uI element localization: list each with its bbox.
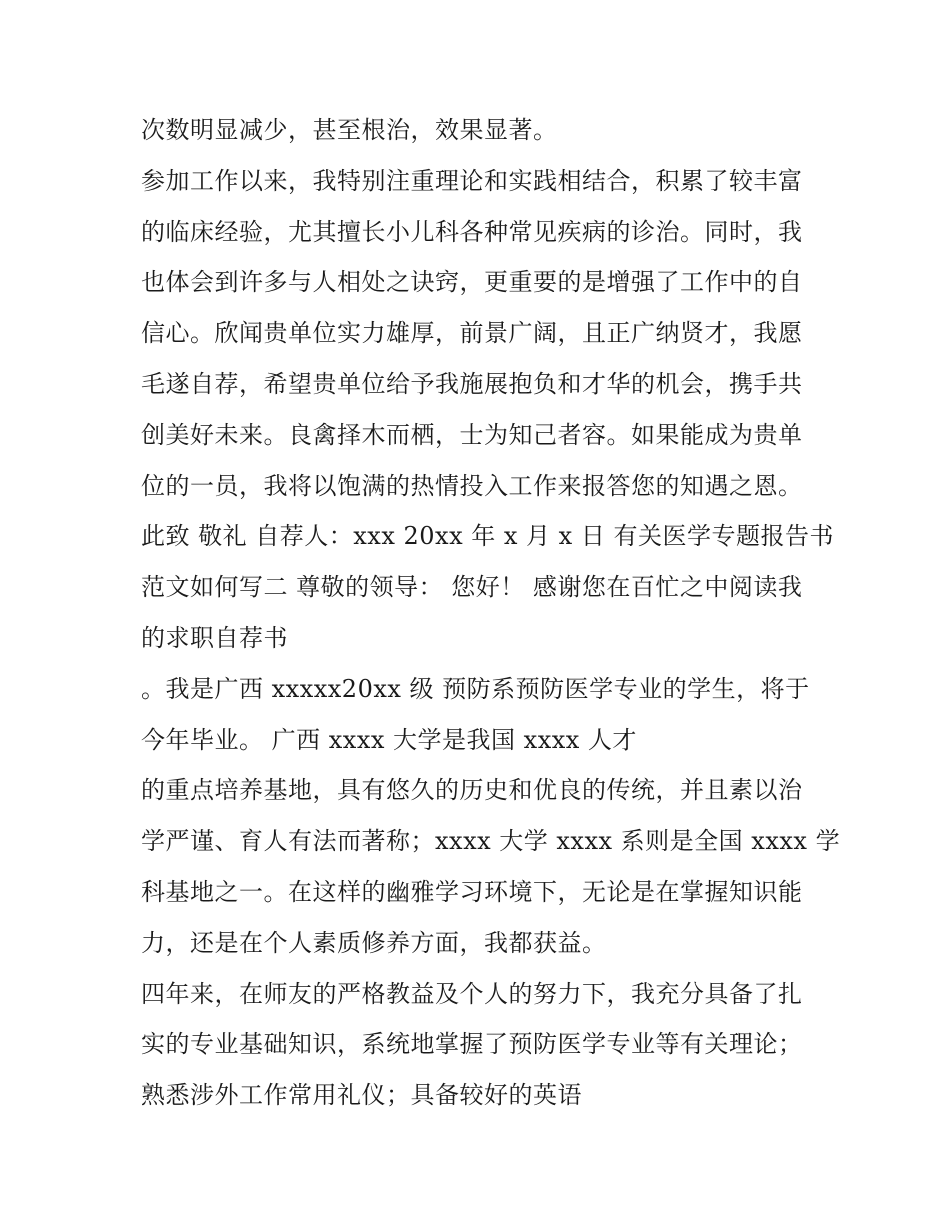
text-line: 力，还是在个人素质修养方面，我都获益。 bbox=[141, 928, 607, 957]
text-line: 毛遂自荐，希望贵单位给予我施展抱负和才华的机会，携手共 bbox=[141, 369, 803, 398]
text-line: 的重点培养基地，具有悠久的历史和优良的传统，并且素以治 bbox=[141, 776, 803, 805]
text-line: 位的一员，我将以饱满的热情投入工作来报答您的知遇之恩。 bbox=[141, 471, 803, 500]
text-line: 参加工作以来，我特别注重理论和实践相结合，积累了较丰富 bbox=[141, 166, 803, 195]
text-line: 四年来，在师友的严格教益及个人的努力下，我充分具备了扎 bbox=[141, 979, 803, 1008]
text-line: 创美好未来。良禽择木而栖，士为知己者容。如果能成为贵单 bbox=[141, 420, 803, 449]
text-line: 熟悉涉外工作常用礼仪；具备较好的英语 bbox=[141, 1081, 582, 1110]
text-line: 的临床经验，尤其擅长小儿科各种常见疾病的诊治。同时，我 bbox=[141, 217, 803, 246]
text-line: 也体会到许多与人相处之诀窍，更重要的是增强了工作中的自 bbox=[141, 268, 803, 297]
text-line: 信心。欣闻贵单位实力雄厚，前景广阔，且正广纳贤才，我愿 bbox=[141, 319, 803, 348]
text-line: 次数明显减少，甚至根治，效果显著。 bbox=[141, 116, 558, 144]
text-line: 学严谨、育人有法而著称；xxxx 大学 xxxx 系则是全国 xxxx 学 bbox=[141, 827, 841, 856]
text-line: 科基地之一。在这样的幽雅学习环境下，无论是在掌握知识能 bbox=[141, 877, 803, 906]
text-line: 范文如何写二 尊敬的领导： 您好！ 感谢您在百忙之中阅读我 bbox=[141, 573, 803, 602]
text-line: 。我是广西 xxxxx20xx 级 预防系预防医学专业的学生，将于 bbox=[141, 674, 810, 703]
body-text bbox=[141, 105, 841, 1121]
text-line: 此致 敬礼 自荐人：xxx 20xx 年 x 月 x 日 有关医学专题报告书 bbox=[141, 522, 834, 551]
text-line: 的求职自荐书 bbox=[141, 623, 288, 652]
text-line: 实的专业基础知识，系统地掌握了预防医学专业等有关理论； bbox=[141, 1030, 803, 1059]
text-line: 今年毕业。 广西 xxxx 大学是我国 xxxx 人才 bbox=[141, 725, 637, 754]
